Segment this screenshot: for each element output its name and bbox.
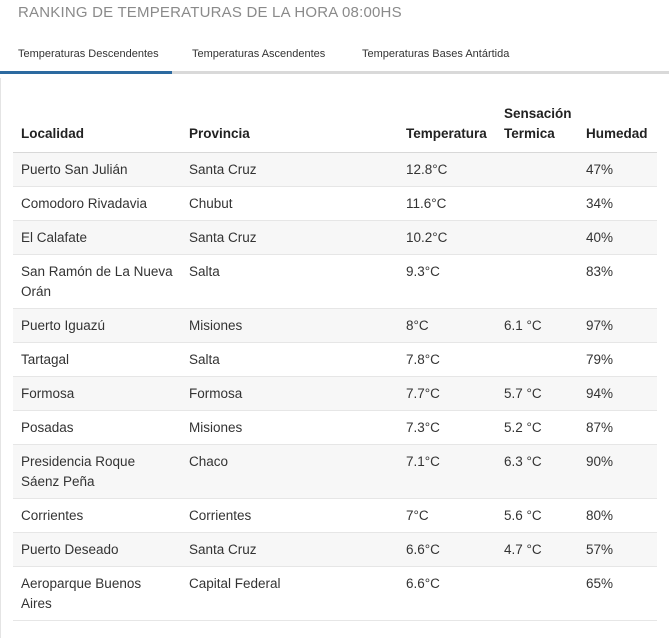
table-row bbox=[13, 153, 657, 187]
cell-provincia: Misiones bbox=[181, 309, 398, 343]
table-row bbox=[13, 411, 657, 445]
cell-temperatura: 7.1°C bbox=[398, 445, 496, 499]
cell-localidad: San Ramón de La Nueva Orán bbox=[13, 255, 181, 309]
cell-temperatura: 8°C bbox=[398, 309, 496, 343]
cell-sensacion-termica: 5.6 °C bbox=[496, 499, 578, 533]
cell-humedad: 79% bbox=[578, 343, 657, 377]
cell-sensacion-termica bbox=[496, 221, 578, 255]
cell-provincia: Formosa bbox=[181, 377, 398, 411]
cell-sensacion-termica bbox=[496, 567, 578, 621]
cell-provincia: Santa Cruz bbox=[181, 533, 398, 567]
cell-provincia: Corrientes bbox=[181, 499, 398, 533]
cell-temperatura: 7.3°C bbox=[398, 411, 496, 445]
cell-temperatura: 7.7°C bbox=[398, 377, 496, 411]
cell-sensacion-termica: 5.7 °C bbox=[496, 377, 578, 411]
cell-humedad: 87% bbox=[578, 411, 657, 445]
cell-localidad: Puerto Iguazú bbox=[13, 309, 181, 343]
header-localidad[interactable]: Localidad bbox=[13, 100, 181, 153]
cell-localidad: Posadas bbox=[13, 411, 181, 445]
cell-sensacion-termica bbox=[496, 187, 578, 221]
cell-localidad: Formosa bbox=[13, 377, 181, 411]
cell-provincia: Santa Cruz bbox=[181, 153, 398, 187]
table-row bbox=[13, 445, 657, 499]
active-tab-indicator bbox=[0, 71, 172, 74]
header-sensacion-termica[interactable]: Sensación Termica bbox=[496, 100, 578, 153]
cell-localidad: Presidencia Roque Sáenz Peña bbox=[13, 445, 181, 499]
cell-humedad: 40% bbox=[578, 221, 657, 255]
page-title: RANKING DE TEMPERATURAS DE LA HORA 08:00HS bbox=[18, 4, 402, 21]
cell-localidad: Comodoro Rivadavia bbox=[13, 187, 181, 221]
cell-temperatura: 6.6°C bbox=[398, 533, 496, 567]
cell-provincia: Salta bbox=[181, 255, 398, 309]
cell-sensacion-termica: 6.1 °C bbox=[496, 309, 578, 343]
table-row bbox=[13, 499, 657, 533]
cell-humedad: 57% bbox=[578, 533, 657, 567]
cell-humedad: 83% bbox=[578, 255, 657, 309]
cell-provincia: Salta bbox=[181, 343, 398, 377]
table-row bbox=[13, 309, 657, 343]
table-row bbox=[13, 343, 657, 377]
cell-humedad: 34% bbox=[578, 187, 657, 221]
table-row bbox=[13, 533, 657, 567]
tab-bar bbox=[0, 38, 669, 76]
cell-sensacion-termica: 6.3 °C bbox=[496, 445, 578, 499]
header-provincia[interactable]: Provincia bbox=[181, 100, 398, 153]
cell-humedad: 80% bbox=[578, 499, 657, 533]
cell-temperatura: 9.3°C bbox=[398, 255, 496, 309]
cell-sensacion-termica: 4.7 °C bbox=[496, 533, 578, 567]
cell-sensacion-termica bbox=[496, 343, 578, 377]
table-row bbox=[13, 567, 657, 621]
cell-sensacion-termica bbox=[496, 255, 578, 309]
cell-localidad: Aeroparque Buenos Aires bbox=[13, 567, 181, 621]
cell-temperatura: 7°C bbox=[398, 499, 496, 533]
cell-localidad: El Calafate bbox=[13, 221, 181, 255]
cell-temperatura: 11.6°C bbox=[398, 187, 496, 221]
header-temperatura[interactable]: Temperatura bbox=[398, 100, 496, 153]
ranking-table-body bbox=[13, 153, 657, 621]
cell-humedad: 94% bbox=[578, 377, 657, 411]
ranking-table bbox=[13, 100, 657, 621]
cell-humedad: 97% bbox=[578, 309, 657, 343]
cell-humedad: 90% bbox=[578, 445, 657, 499]
table-row bbox=[13, 187, 657, 221]
tab-temperaturas-descendentes[interactable]: Temperaturas Descendentes bbox=[18, 48, 159, 60]
header-humedad[interactable]: Humedad bbox=[578, 100, 657, 153]
cell-sensacion-termica bbox=[496, 153, 578, 187]
cell-provincia: Chaco bbox=[181, 445, 398, 499]
tab-temperaturas-ascendentes[interactable]: Temperaturas Ascendentes bbox=[192, 48, 326, 60]
cell-provincia: Capital Federal bbox=[181, 567, 398, 621]
ranking-panel bbox=[0, 78, 669, 638]
cell-temperatura: 6.6°C bbox=[398, 567, 496, 621]
cell-localidad: Tartagal bbox=[13, 343, 181, 377]
cell-temperatura: 10.2°C bbox=[398, 221, 496, 255]
cell-humedad: 47% bbox=[578, 153, 657, 187]
cell-localidad: Puerto Deseado bbox=[13, 533, 181, 567]
table-row bbox=[13, 377, 657, 411]
cell-localidad: Corrientes bbox=[13, 499, 181, 533]
tab-temperaturas-bases-antartida[interactable]: Temperaturas Bases Antártida bbox=[362, 48, 510, 60]
cell-provincia: Santa Cruz bbox=[181, 221, 398, 255]
cell-humedad: 65% bbox=[578, 567, 657, 621]
cell-localidad: Puerto San Julián bbox=[13, 153, 181, 187]
cell-provincia: Chubut bbox=[181, 187, 398, 221]
table-header-row bbox=[13, 100, 657, 153]
cell-temperatura: 12.8°C bbox=[398, 153, 496, 187]
table-row bbox=[13, 255, 657, 309]
cell-sensacion-termica: 5.2 °C bbox=[496, 411, 578, 445]
cell-temperatura: 7.8°C bbox=[398, 343, 496, 377]
table-row bbox=[13, 221, 657, 255]
cell-provincia: Misiones bbox=[181, 411, 398, 445]
